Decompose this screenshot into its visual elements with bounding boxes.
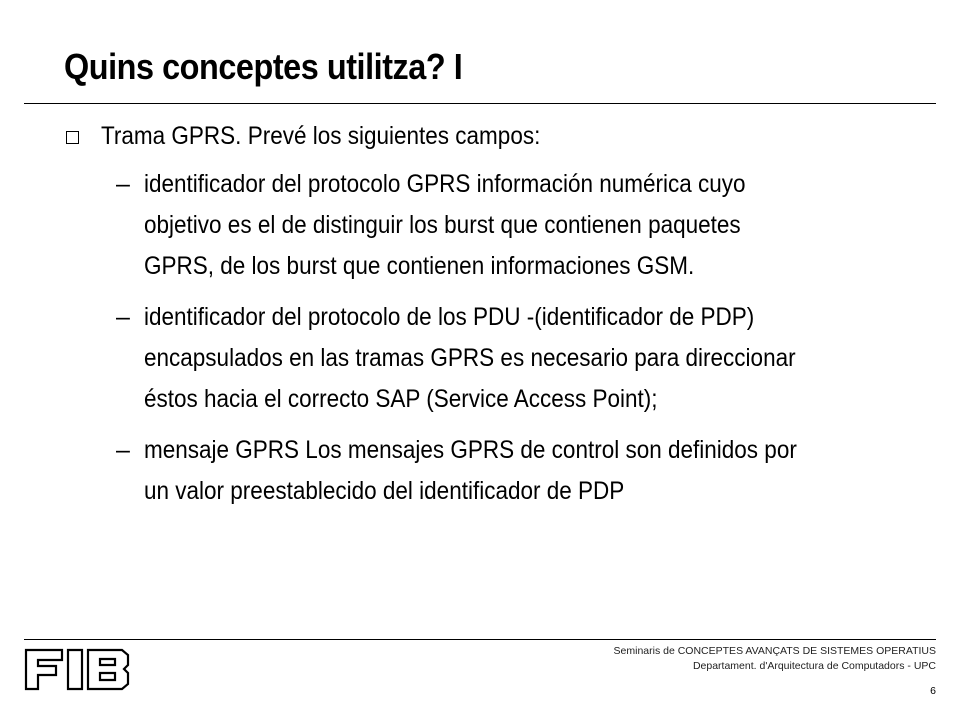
text-line: un valor preestablecido del identificador de PDP (144, 477, 625, 505)
main-bullet (60, 116, 930, 156)
sub-bullet-item (116, 164, 946, 287)
footer-divider (24, 639, 936, 640)
sub-bullet-list (116, 164, 946, 512)
text-line: encapsulados en las tramas GPRS es necesario para direccionar (144, 344, 796, 372)
slide-title: Quins conceptes utilitza? I (64, 46, 463, 87)
sub-bullet-text (144, 430, 797, 512)
dash-marker: – (116, 170, 130, 198)
dash-marker: – (116, 436, 130, 464)
slide-content (60, 116, 930, 522)
text-line: éstos hacia el correcto SAP (Service Access Point); (144, 385, 658, 413)
text-line: objetivo es el de distinguir los burst que contienen paquetes (144, 211, 741, 239)
fib-logo (24, 648, 132, 692)
footer (614, 644, 936, 697)
sub-bullet-item (116, 297, 946, 420)
page-number: 6 (930, 685, 936, 697)
footer-department: Departament. d'Arquitectura de Computadors - UPC (692, 660, 936, 672)
main-bullet-text: Trama GPRS. Prevé los siguientes campos: (101, 122, 541, 150)
title-divider (24, 103, 936, 104)
footer-course: Seminaris de CONCEPTES AVANÇATS DE SISTEMES OPERATIUS (613, 645, 936, 657)
sub-bullet-text (144, 297, 796, 420)
text-line: identificador del protocolo GPRS información numérica cuyo (144, 170, 746, 198)
text-line: identificador del protocolo de los PDU -(identificador de PDP) (144, 303, 755, 331)
dash-marker: – (116, 303, 130, 331)
sub-bullet-text (144, 164, 746, 287)
text-line: GPRS, de los burst que contienen informaciones GSM. (144, 252, 695, 280)
sub-bullet-item (116, 430, 946, 512)
text-line: mensaje GPRS Los mensajes GPRS de control son definidos por (144, 436, 797, 464)
square-bullet-icon (66, 131, 79, 144)
